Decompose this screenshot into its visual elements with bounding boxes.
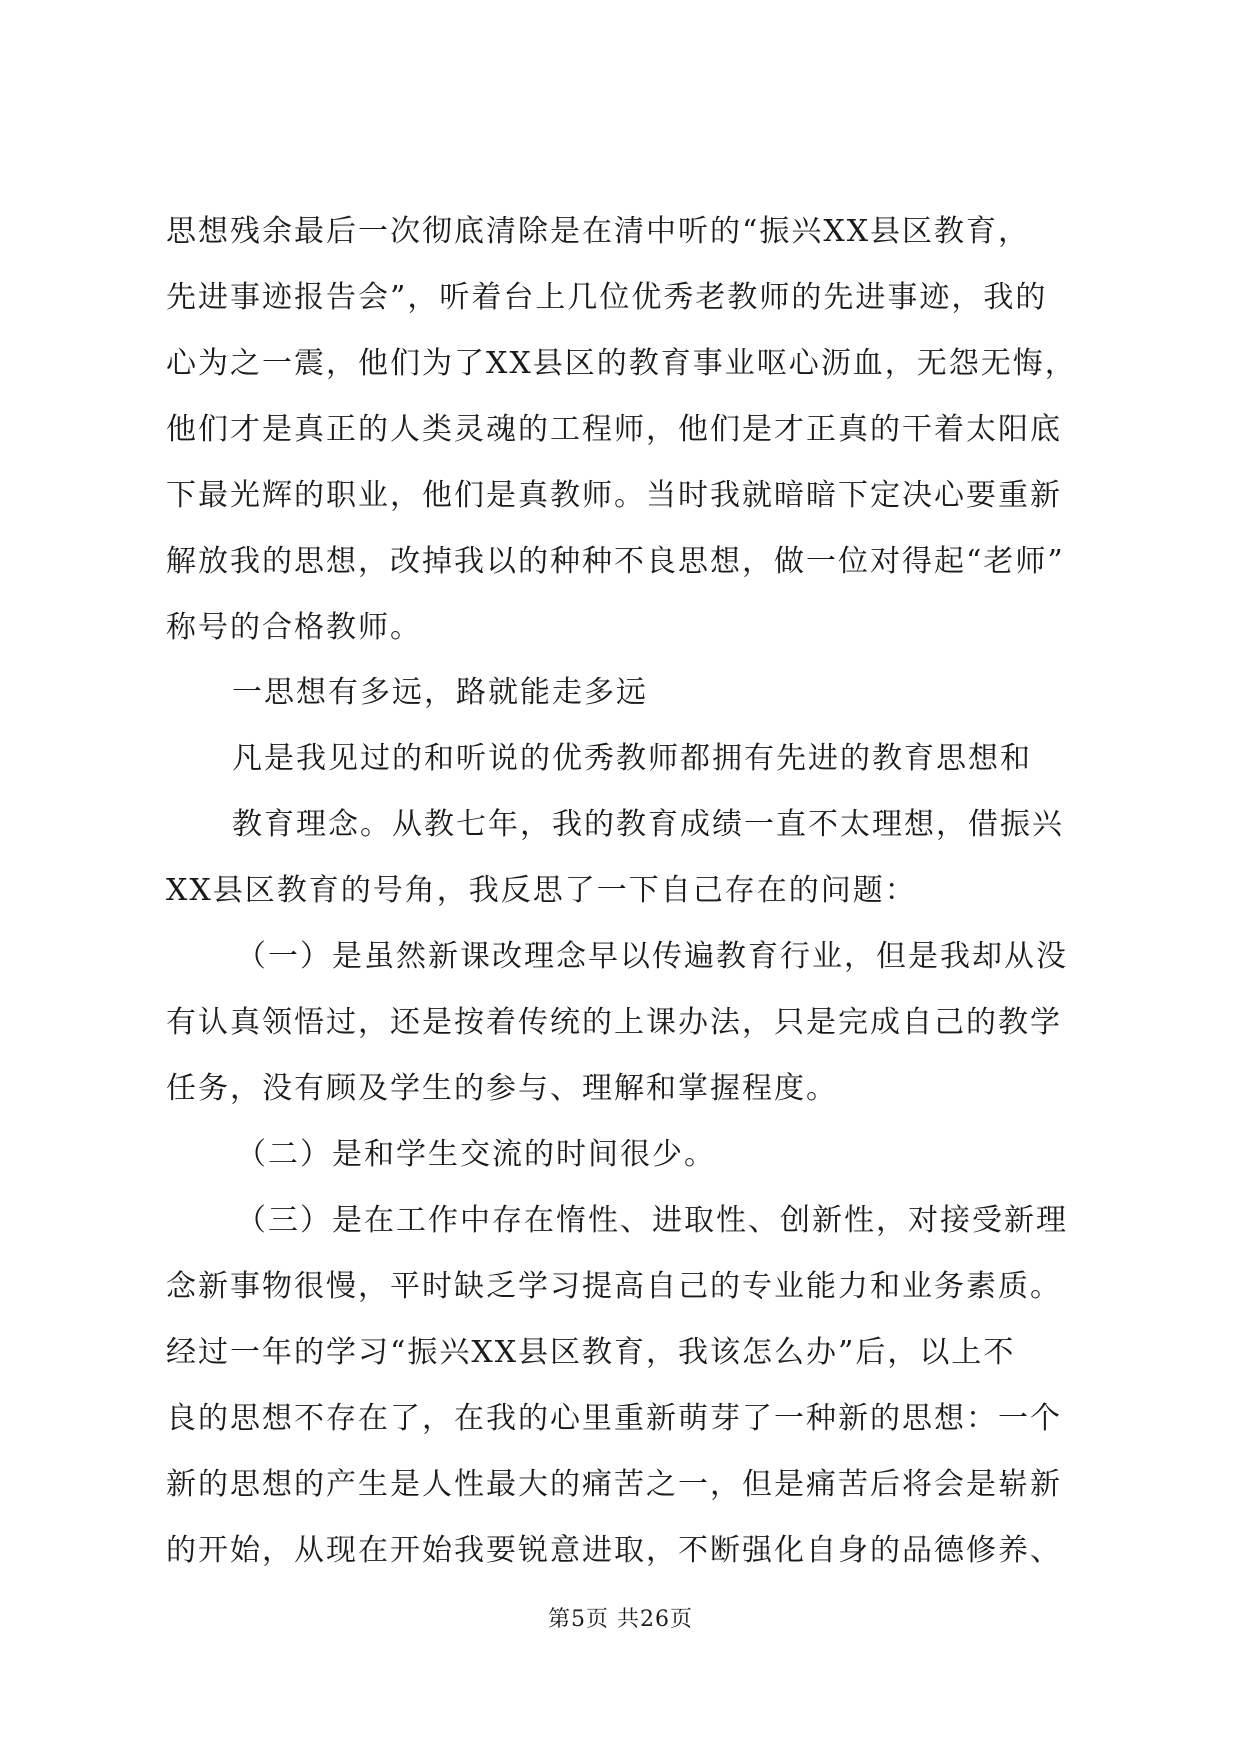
page-number-footer: 第5页 共26页 [548, 1607, 693, 1632]
body-line-18: 经过一年的学习“振兴XX县区教育，我该怎么办”后，以上不 [166, 1335, 1016, 1370]
body-line-1: 思想残余最后一次彻底清除是在清中听的“振兴XX县区教育， [166, 214, 1031, 249]
body-line-14: 任务，没有顾及学生的参与、理解和掌握程度。 [166, 1071, 838, 1106]
body-line-13: 有认真领悟过，还是按着传统的上课办法，只是完成自己的教学 [166, 1005, 1062, 1040]
body-line-16: （三）是在工作中存在惰性、进取性、创新性，对接受新理 [236, 1203, 1068, 1238]
body-line-3: 心为之一震，他们为了XX县区的教育事业呕心沥血，无怨无悔， [166, 346, 1077, 381]
body-line-19: 良的思想不存在了，在我的心里重新萌芽了一种新的思想：一个 [166, 1401, 1062, 1436]
body-line-6: 解放我的思想，改掉我以的种种不良思想，做一位对得起“老师” [166, 544, 1065, 579]
body-line-12: （一）是虽然新课改理念早以传遍教育行业，但是我却从没 [236, 939, 1068, 974]
body-line-7: 称号的合格教师。 [166, 610, 422, 645]
body-line-11: XX县区教育的号角，我反思了一下自己存在的问题： [166, 873, 917, 908]
body-line-10: 教育理念。从教七年，我的教育成绩一直不太理想，借振兴 [232, 807, 1064, 842]
body-line-17: 念新事物很慢，平时缺乏学习提高自己的专业能力和业务素质。 [166, 1269, 1062, 1304]
body-line-21: 的开始，从现在开始我要锐意进取，不断强化自身的品德修养、 [166, 1533, 1062, 1568]
body-line-5: 下最光辉的职业，他们是真教师。当时我就暗暗下定决心要重新 [166, 478, 1062, 513]
body-line-9: 凡是我见过的和听说的优秀教师都拥有先进的教育思想和 [232, 741, 1032, 776]
body-line-15: （二）是和学生交流的时间很少。 [236, 1137, 716, 1172]
body-line-20: 新的思想的产生是人性最大的痛苦之一，但是痛苦后将会是崭新 [166, 1467, 1062, 1502]
body-line-2: 先进事迹报告会”，听着台上几位优秀老教师的先进事迹，我的 [166, 280, 1048, 315]
body-line-4: 他们才是真正的人类灵魂的工程师，他们是才正真的干着太阳底 [166, 412, 1062, 447]
section-heading: 一思想有多远，路就能走多远 [232, 675, 648, 710]
